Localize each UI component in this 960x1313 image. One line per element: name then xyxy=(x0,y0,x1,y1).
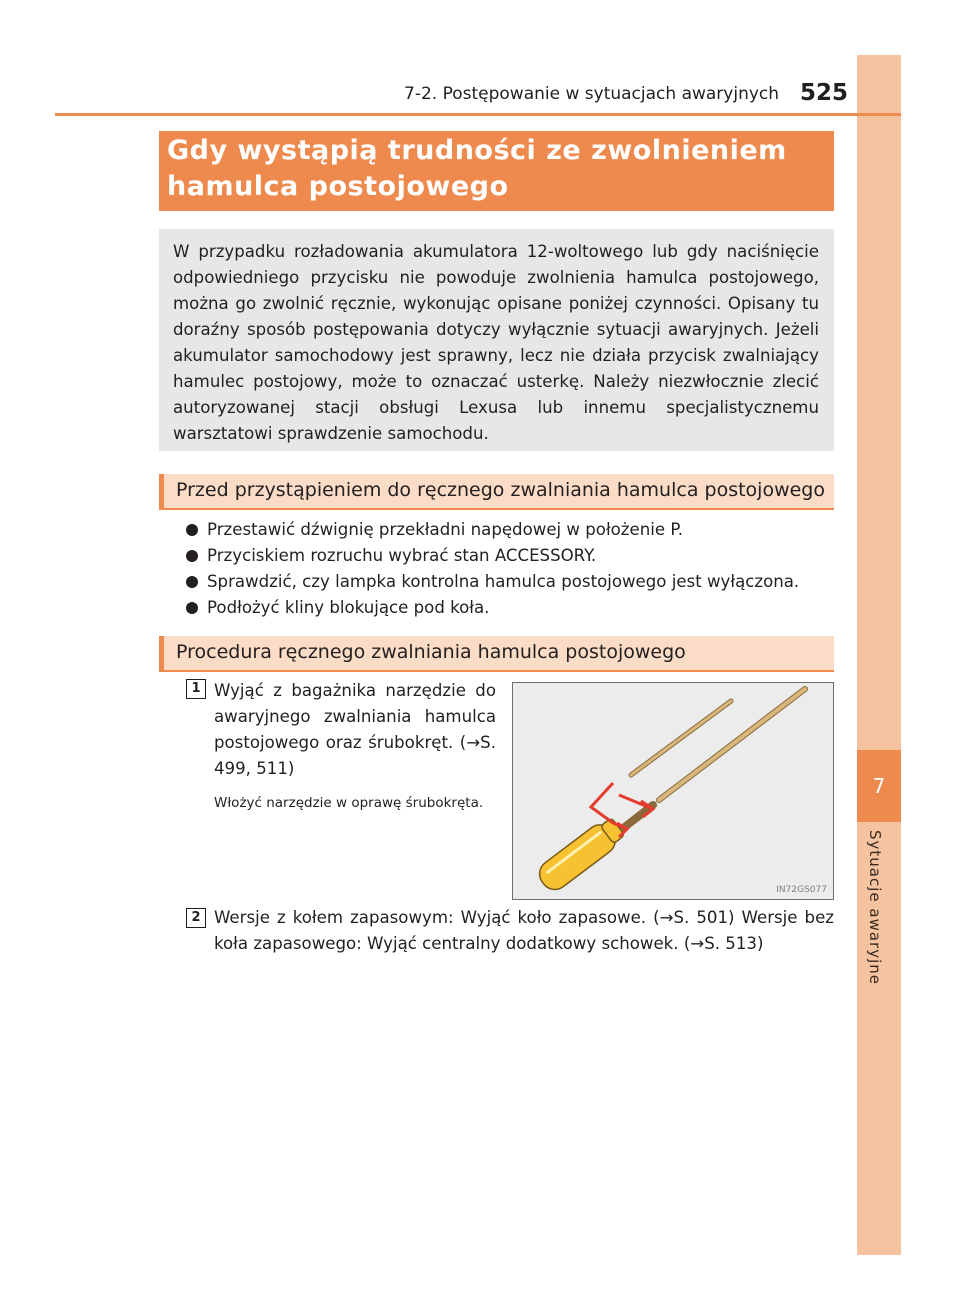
tool-illustration xyxy=(512,682,834,900)
section-heading-before xyxy=(159,474,834,510)
step-number-1: 1 xyxy=(186,679,206,699)
page-title: Gdy wystąpią trudności ze zwolnieniem hamulca postojowego xyxy=(167,135,787,202)
list-item: Sprawdzić, czy lampka kontrolna hamulca postojowego jest wyłączona. xyxy=(186,569,836,595)
section-heading-before-label: Przed przystąpieniem do ręcznego zwalniania hamulca postojowego xyxy=(176,479,825,501)
bullet-icon xyxy=(186,576,198,588)
chapter-tab-label: Sytuacje awaryjne xyxy=(866,830,884,985)
bullet-icon xyxy=(186,550,198,562)
figure-code: IN72GS077 xyxy=(776,885,827,895)
step-number-2: 2 xyxy=(186,908,206,928)
screwdriver-and-tool-icon xyxy=(513,683,833,899)
step-2-text: Wersje z kołem zapasowym: Wyjąć koło zapasowe. (→S. 501) Wersje bez koła zapasowego: Wyjąć centralny dodatkowy schowek. (→S. 513) xyxy=(214,908,834,953)
preparation-list xyxy=(186,517,836,621)
section-heading-procedure-label: Procedura ręcznego zwalniania hamulca postojowego xyxy=(176,641,686,663)
section-heading-procedure xyxy=(159,636,834,672)
bullet-icon xyxy=(186,602,198,614)
page-number: 525 xyxy=(800,80,849,106)
chapter-tab-number: 7 xyxy=(857,750,901,822)
intro-paragraph: W przypadku rozładowania akumulatora 12-woltowego lub gdy naciśnięcie odpowiedniego przycisku nie powoduje zwolnienia hamulca postojowego, można go zwolnić ręcznie, wykonując opisane poniżej czynności. Opisany tu doraźny sposób postępowania dotyczy wyłącznie sytuacji awaryjnych. Jeżeli akumulator samochodowy jest sprawny, lecz nie działa przycisk zwalniający hamulec postojowy, może to oznaczać usterkę. Należy niezwłocznie zlecić autoryzowanej stacji obsługi Lexusa lub innemu specjalistycznemu warsztatowi sprawdzenie samochodu. xyxy=(173,242,819,443)
list-item: Podłożyć kliny blokujące pod koła. xyxy=(186,595,836,621)
list-item: Przestawić dźwignię przekładni napędowej w położenie P. xyxy=(186,517,836,543)
screwdriver-handle-shape xyxy=(534,815,627,896)
running-header: 7-2. Postępowanie w sytuacjach awaryjnych xyxy=(404,84,780,104)
step-1-text: Wyjąć z bagażnika narzędzie do awaryjnego zwalniania hamulca postojowego oraz śrubokręt. (→S. 499, 511) xyxy=(214,681,496,778)
header-rule xyxy=(55,113,901,116)
list-item: Przyciskiem rozruchu wybrać stan ACCESSORY. xyxy=(186,543,836,569)
intro-box xyxy=(159,229,834,451)
step-1-note: Włożyć narzędzie w oprawę śrubokręta. xyxy=(214,795,484,811)
bullet-icon xyxy=(186,524,198,536)
title-banner xyxy=(159,131,834,211)
chapter-tab xyxy=(857,55,901,1255)
